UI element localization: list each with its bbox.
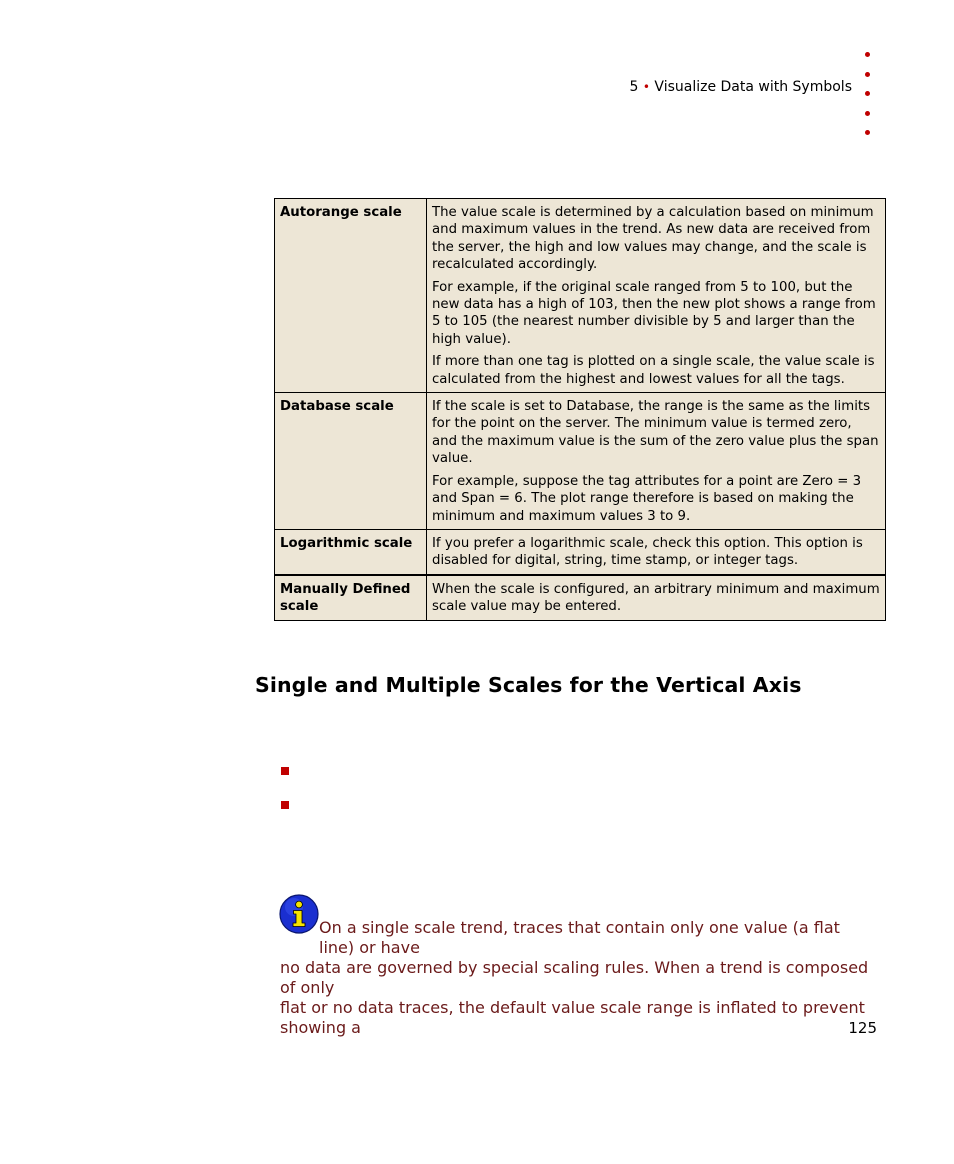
description-cell — [427, 575, 886, 620]
description-paragraph: The value scale is determined by a calculation based on minimum and maximum values in the trend. As new data are received from the server, the high and low values may change, and the scale is recalculated accordingly. — [432, 205, 874, 273]
table-row — [275, 529, 886, 574]
term-cell: Autorange scale — [275, 199, 427, 393]
running-header — [630, 79, 852, 95]
table-row — [275, 393, 886, 530]
description-paragraph: When the scale is configured, an arbitrary minimum and maximum scale value may be entered. — [432, 581, 880, 615]
table-row — [275, 199, 886, 393]
bullet-marker — [281, 801, 289, 809]
note-line: On a single scale trend, traces that contain only one value (a flat line) or have — [319, 918, 840, 957]
info-note — [280, 918, 880, 1038]
scale-definitions-table — [274, 198, 886, 621]
term-cell: Logarithmic scale — [275, 529, 427, 574]
description-paragraph: If you prefer a logarithmic scale, check this option. This option is disabled for digital, string, time stamp, or integer tags. — [432, 535, 863, 569]
description-paragraph: For example, suppose the tag attributes for a point are Zero = 3 and Span = 6. The plot range therefore is based on making the minimum and maximum values 3 to 9. — [432, 473, 862, 524]
header-separator: • — [642, 80, 650, 94]
bullet-marker — [281, 767, 289, 775]
chapter-title: Visualize Data with Symbols — [654, 79, 852, 95]
description-cell — [427, 529, 886, 574]
note-line: no data are governed by special scaling rules. When a trend is composed of only — [280, 958, 869, 997]
margin-decoration-dots — [865, 52, 873, 150]
description-cell — [427, 393, 886, 530]
description-paragraph: For example, if the original scale ranged from 5 to 100, but the new data has a high of 103, then the new plot shows a range from 5 to 105 (the nearest number divisible by 5 and larger than the high value). — [432, 279, 876, 347]
note-line: flat or no data traces, the default value scale range is inflated to prevent showing a — [280, 998, 865, 1037]
term-cell: Manually Defined scale — [275, 575, 427, 620]
page-number: 125 — [848, 1019, 877, 1037]
table-row — [275, 575, 886, 620]
section-heading: Single and Multiple Scales for the Vertical Axis — [255, 673, 802, 697]
chapter-number: 5 — [629, 79, 639, 95]
description-paragraph: If the scale is set to Database, the range is the same as the limits for the point on the server. The minimum value is termed zero, and the maximum value is the sum of the zero value plus the span value. — [432, 399, 879, 467]
term-cell: Database scale — [275, 393, 427, 530]
description-cell — [427, 199, 886, 393]
description-paragraph: If more than one tag is plotted on a single scale, the value scale is calculated from the highest and lowest values for all the tags. — [432, 354, 875, 387]
